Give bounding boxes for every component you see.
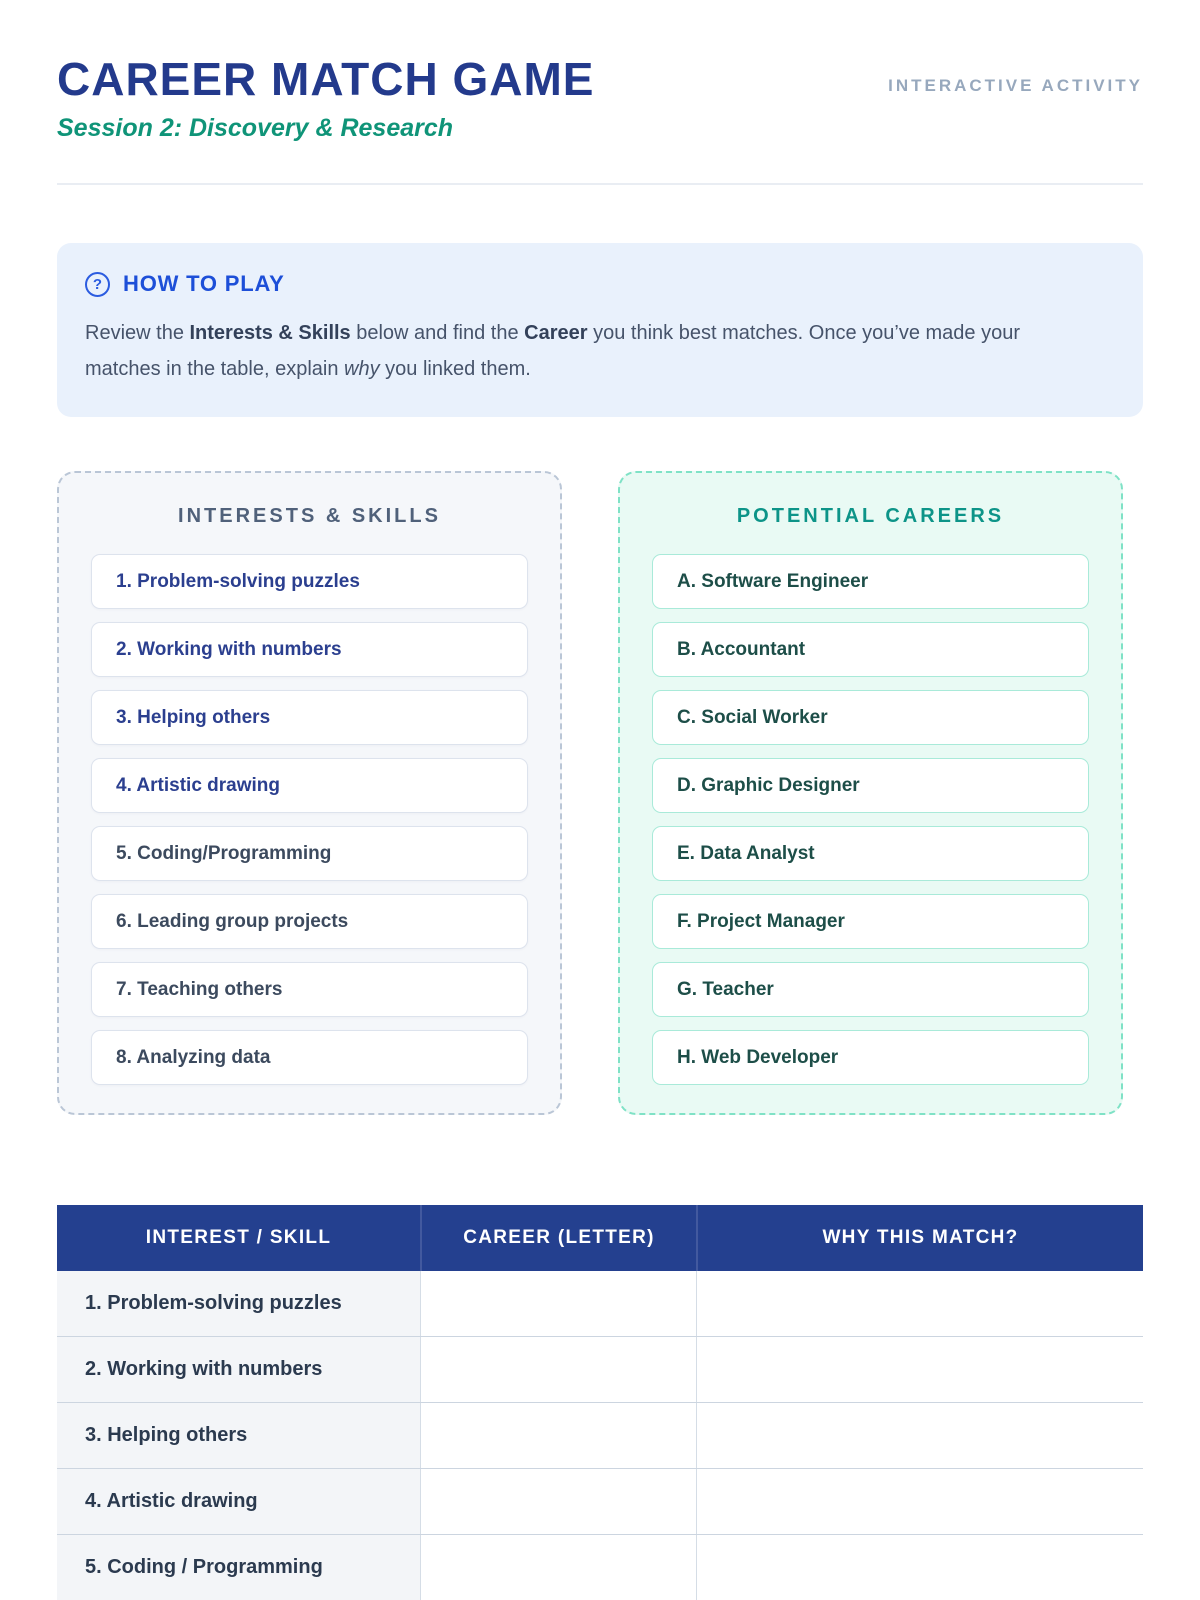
career-card-label: G. Teacher xyxy=(677,978,774,1000)
page-header xyxy=(57,0,1143,185)
why-input-cell[interactable] xyxy=(696,1469,1143,1534)
table-row-2 xyxy=(57,1337,1143,1403)
interest-card-label: 2. Working with numbers xyxy=(116,638,342,660)
table-header-interest-skill: INTEREST / SKILL xyxy=(145,1227,332,1248)
header-divider xyxy=(57,183,1143,185)
table-body xyxy=(57,1271,1143,1600)
interest-card-5[interactable] xyxy=(91,826,528,881)
career-card-label: B. Accountant xyxy=(677,638,806,660)
career-card-label: H. Web Developer xyxy=(677,1046,839,1068)
interest-card-label: 4. Artistic drawing xyxy=(116,774,280,796)
interest-card-label: 8. Analyzing data xyxy=(116,1046,271,1068)
interest-card-label: 3. Helping others xyxy=(116,706,271,728)
session-subtitle: Session 2: Discovery & Research xyxy=(57,114,454,142)
instructions-bold-interests: Interests & Skills xyxy=(189,322,351,344)
interest-card-label: 6. Leading group projects xyxy=(116,910,349,932)
skill-cell: 3. Helping others xyxy=(57,1403,420,1468)
table-row-3 xyxy=(57,1403,1143,1469)
career-input-cell[interactable] xyxy=(420,1337,696,1402)
instructions-bold-career: Career xyxy=(524,322,588,344)
table-header-why-match: WHY THIS MATCH? xyxy=(696,1205,1143,1271)
interests-panel-title: INTERESTS & SKILLS xyxy=(178,505,441,527)
interest-card-6[interactable] xyxy=(91,894,528,949)
table-row-4 xyxy=(57,1469,1143,1535)
career-card-label: F. Project Manager xyxy=(677,910,845,932)
career-card-label: A. Software Engineer xyxy=(677,570,869,592)
why-input-cell[interactable] xyxy=(696,1403,1143,1468)
how-to-play-heading: HOW TO PLAY xyxy=(123,271,285,296)
interest-card-4[interactable] xyxy=(91,758,528,813)
career-input-cell[interactable] xyxy=(420,1271,696,1336)
activity-badge: INTERACTIVE ACTIVITY xyxy=(888,76,1143,95)
careers-panel-title: POTENTIAL CAREERS xyxy=(736,505,1005,527)
match-table xyxy=(57,1205,1143,1600)
instructions-text: Review the xyxy=(85,322,190,344)
question-circle-icon: ? xyxy=(85,272,110,297)
career-card-c[interactable] xyxy=(652,690,1089,745)
why-input-cell[interactable] xyxy=(696,1271,1143,1336)
table-row-1 xyxy=(57,1271,1143,1337)
career-input-cell[interactable] xyxy=(420,1469,696,1534)
page-title: CAREER MATCH GAME xyxy=(57,53,595,105)
career-input-cell[interactable] xyxy=(420,1535,696,1600)
career-card-d[interactable] xyxy=(652,758,1089,813)
skill-cell: 5. Coding / Programming xyxy=(57,1535,420,1600)
instructions-text: you linked them. xyxy=(379,358,531,380)
career-card-label: E. Data Analyst xyxy=(677,842,815,864)
career-card-b[interactable] xyxy=(652,622,1089,677)
career-input-cell[interactable] xyxy=(420,1403,696,1468)
career-card-h[interactable] xyxy=(652,1030,1089,1085)
careers-panel xyxy=(618,471,1123,1115)
interest-card-label: 1. Problem-solving puzzles xyxy=(116,570,360,592)
interest-card-2[interactable] xyxy=(91,622,528,677)
how-to-play-instructions xyxy=(85,315,1070,387)
table-header-row xyxy=(57,1205,1143,1271)
matching-panels xyxy=(57,471,1143,1115)
why-input-cell[interactable] xyxy=(696,1535,1143,1600)
interest-card-label: 5. Coding/Programming xyxy=(116,842,332,864)
interest-card-7[interactable] xyxy=(91,962,528,1017)
skill-cell: 4. Artistic drawing xyxy=(57,1469,420,1534)
skill-cell: 1. Problem-solving puzzles xyxy=(57,1271,420,1336)
table-header-career-letter: CAREER (LETTER) xyxy=(420,1205,696,1271)
instructions-italic-why: why xyxy=(344,358,380,380)
interest-card-label: 7. Teaching others xyxy=(116,978,283,1000)
career-card-f[interactable] xyxy=(652,894,1089,949)
interest-card-8[interactable] xyxy=(91,1030,528,1085)
skill-cell: 2. Working with numbers xyxy=(57,1337,420,1402)
interests-panel xyxy=(57,471,562,1115)
career-card-e[interactable] xyxy=(652,826,1089,881)
instructions-text: below and find the xyxy=(350,322,525,344)
career-card-a[interactable] xyxy=(652,554,1089,609)
why-input-cell[interactable] xyxy=(696,1337,1143,1402)
interest-card-3[interactable] xyxy=(91,690,528,745)
instructions-text: you think best matches. Once you’ve made your matches in the table, explain xyxy=(85,322,1020,380)
interest-card-1[interactable] xyxy=(91,554,528,609)
career-card-label: C. Social Worker xyxy=(677,706,828,728)
how-to-play-panel xyxy=(57,243,1143,417)
career-card-g[interactable] xyxy=(652,962,1089,1017)
career-card-label: D. Graphic Designer xyxy=(677,774,860,796)
table-row-5 xyxy=(57,1535,1143,1600)
